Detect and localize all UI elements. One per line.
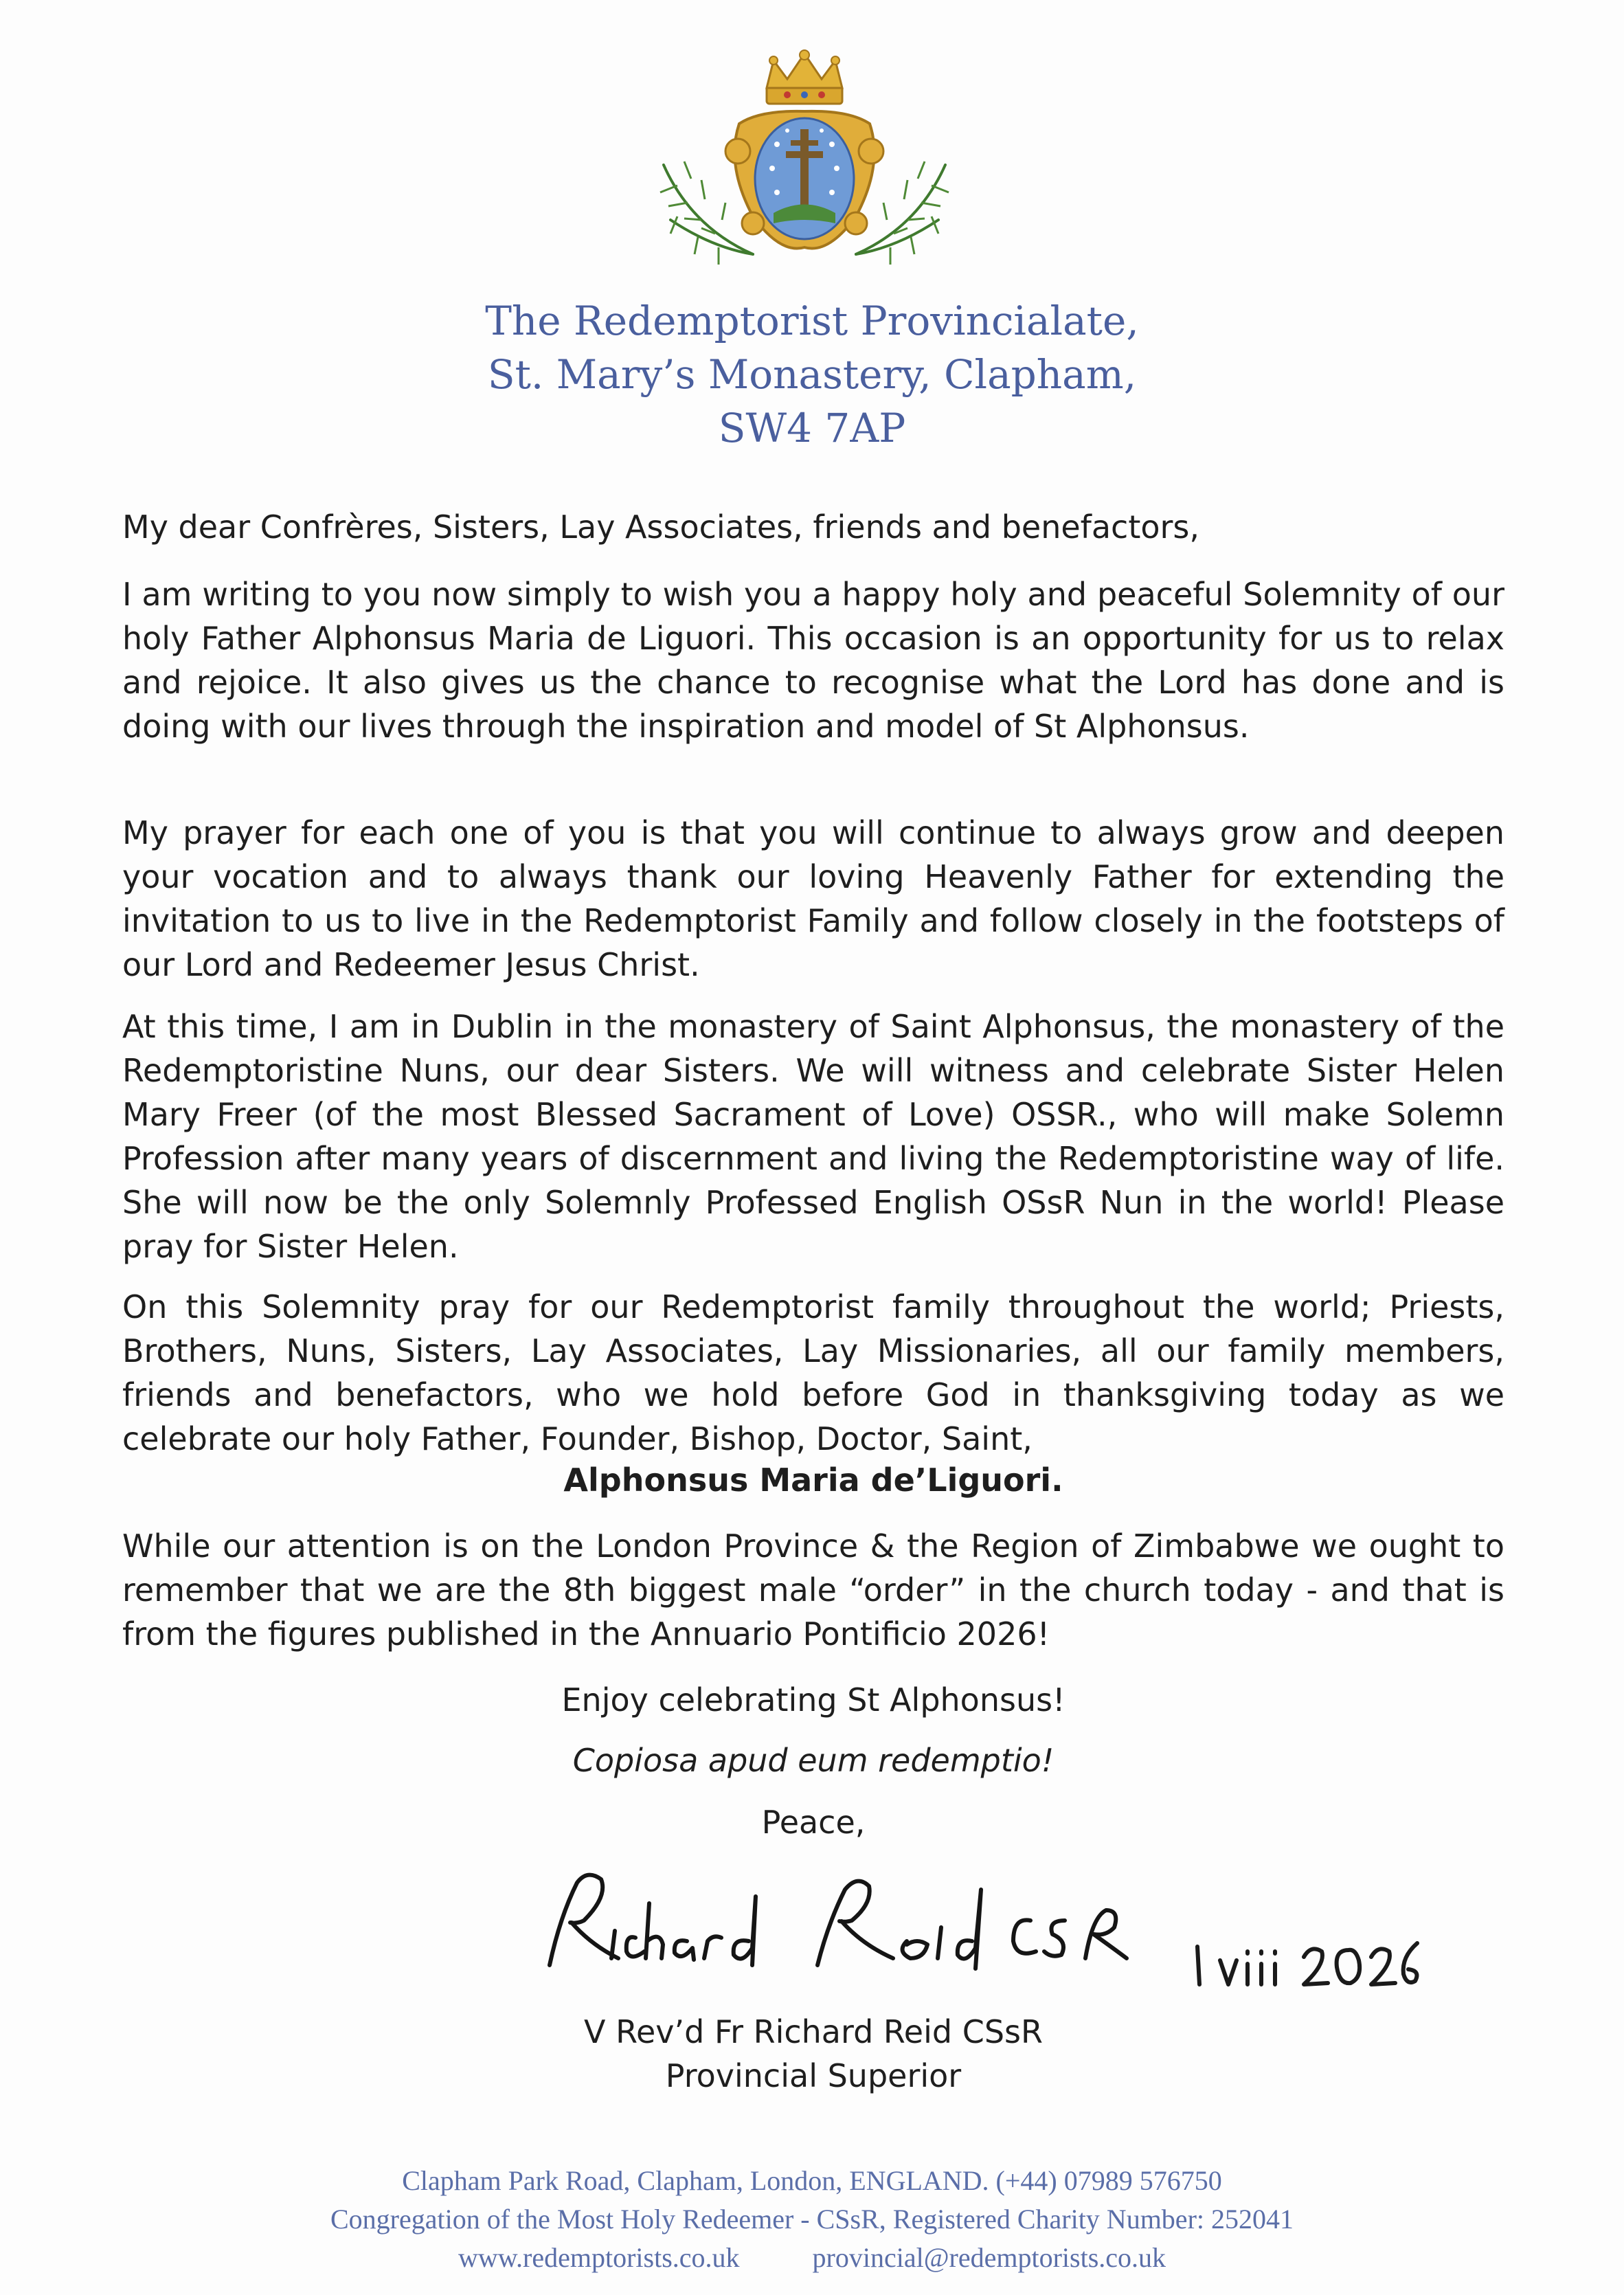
signatory-title: Provincial Superior [665, 2057, 962, 2094]
letterhead-postcode: SW4 7AP [718, 405, 906, 451]
footer-contacts [0, 2239, 1624, 2277]
footer-charity: Congregation of the Most Holy Redeemer - CSsR, Registered Charity Number: 252041 [330, 2204, 1294, 2235]
letterhead-line-2: St. Mary’s Monastery, Clapham, [487, 351, 1137, 398]
paragraph-5: While our attention is on the London Province & the Region of Zimbabwe we ought to remember that we are the 8th biggest male “order” in the church today - and that is from the figures published in the Annuario Pontificio 2026! [122, 1527, 1504, 1653]
founder-name: Alphonsus Maria de’Liguori. [563, 1462, 1063, 1499]
footer-website-link[interactable]: www.redemptorists.co.uk [458, 2242, 740, 2273]
redemptorist-crest-icon [650, 48, 959, 282]
motto: Copiosa apud eum redemptio! [572, 1742, 1055, 1779]
footer-email-link[interactable]: provincial@redemptorists.co.uk [812, 2242, 1166, 2273]
letterhead-line-1: The Redemptorist Provincialate, [485, 298, 1139, 344]
closing: Peace, [761, 1804, 866, 1841]
handwritten-signature [522, 1855, 1140, 1993]
enjoy-line: Enjoy celebrating St Alphonsus! [561, 1681, 1065, 1719]
footer-address: Clapham Park Road, Clapham, London, ENGLAND. (+44) 07989 576750 [402, 2165, 1222, 2196]
signatory-name: V Rev’d Fr Richard Reid CSsR [584, 2013, 1043, 2050]
paragraph-4: On this Solemnity pray for our Redemptorist family throughout the world; Priests, Brothers, Nuns, Sisters, Lay Associates, Lay Missionaries, all our family members, friends and benefactors, who we hold before God in thanksgiving today as we celebrate our holy Father, Founder, Bishop, Doctor, Saint, [122, 1288, 1504, 1457]
paragraph-1: I am writing to you now simply to wish you a happy holy and peaceful Solemnity of our holy Father Alphonsus Maria de Liguori. This occasion is an opportunity for us to relax and rejoice. It also gives us the chance to recognise what the Lord has done and is doing with our lives through the inspiration and model of St Alphonsus. [122, 576, 1504, 745]
paragraph-3: At this time, I am in Dublin in the monastery of Saint Alphonsus, the monastery of the Redemptoristine Nuns, our dear Sisters. We will witness and celebrate Sister Helen Mary Freer (of the most Blessed Sacrament of Love) OSSR., who will make Solemn Profession after many years of discernment and living the Redemptoristine way of life. She will now be the only Solemnly Professed English OSsR Nun in the world! Please pray for Sister Helen. [122, 1008, 1504, 1265]
salutation: My dear Confrères, Sisters, Lay Associates, friends and benefactors, [122, 508, 1199, 546]
handwritten-date [1187, 1929, 1421, 1998]
paragraph-2: My prayer for each one of you is that you will continue to always grow and deepen your vocation and to always thank our loving Heavenly Father for extending the invitation to us to live in the Redemptorist Family and follow closely in the footsteps of our Lord and Redeemer Jesus Christ. [122, 814, 1504, 983]
